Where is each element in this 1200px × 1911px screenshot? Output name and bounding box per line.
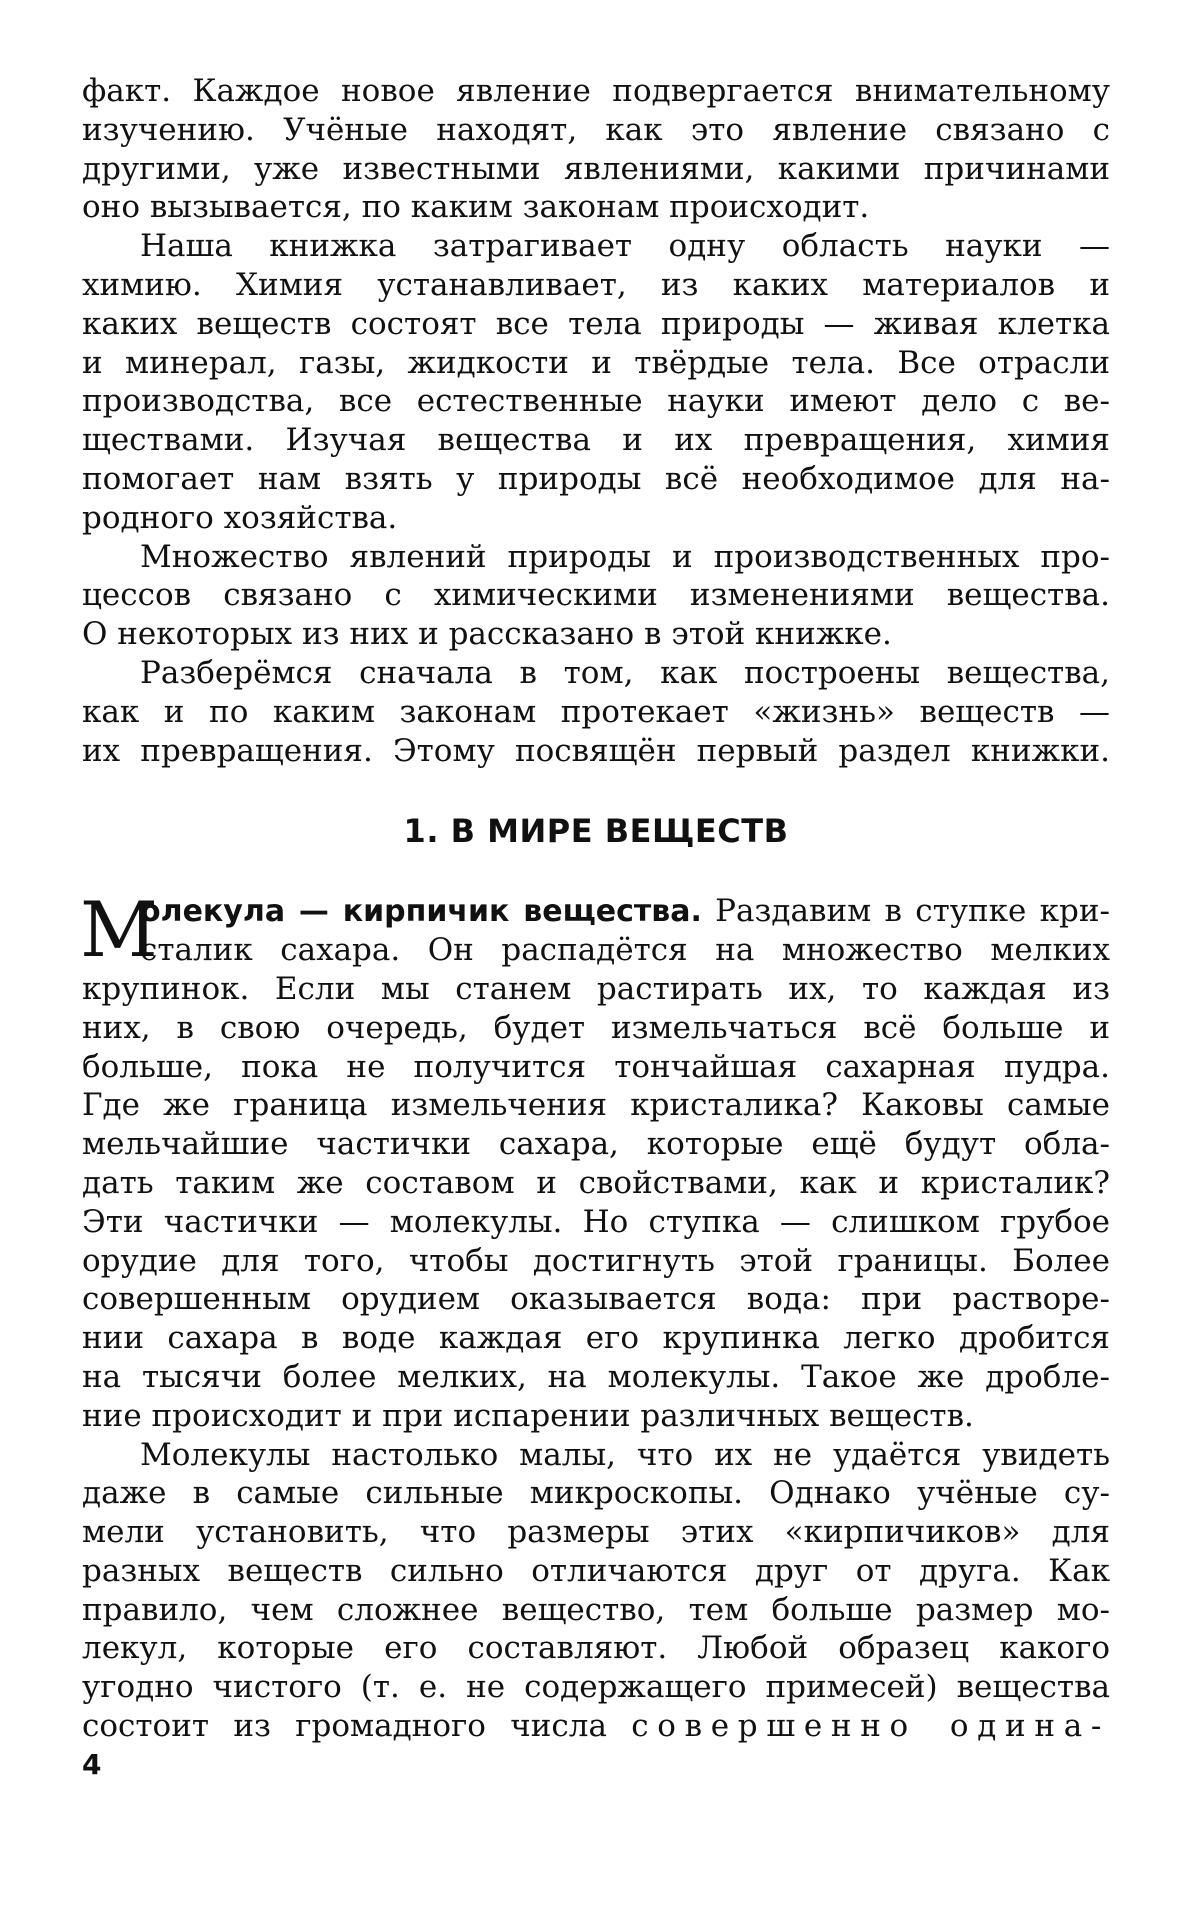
text-line: Молекулы настолько малы, что их не удаётся увидеть (140, 1436, 1110, 1473)
text-line: совершенным орудием оказывается вода: при растворе- (82, 1281, 1110, 1318)
text-line: производства, все естественные науки имеют дело с ве- (82, 383, 1110, 420)
text-line: больше, пока не получится тончайшая сахарная пудра. (82, 1048, 1110, 1085)
text-line: лекул, которые его составляют. Любой образец какого (82, 1630, 1110, 1667)
text-line (82, 892, 1110, 931)
text-line: на тысячи более мелких, на молекулы. Такое же дробле- (82, 1358, 1110, 1395)
text-line: мели установить, что размеры этих «кирпичиков» для (82, 1514, 1110, 1551)
drop-cap: М (80, 885, 158, 975)
text-line: изучению. Учёные находят, как это явление связано с (82, 111, 1110, 148)
text-line: помогает нам взять у природы всё необходимое для на- (82, 460, 1110, 497)
text-line: Разберёмся сначала в том, как построены вещества, (140, 654, 1110, 691)
text-line: ществами. Изучая вещества и их превращения, химия (82, 422, 1110, 459)
text-line: угодно чистого (т. е. не содержащего примесей) вещества (82, 1669, 1110, 1706)
text-line: мельчайшие частички сахара, которые ещё будут обла- (82, 1126, 1110, 1163)
text-line: сталик сахара. Он распадётся на множество мелких (140, 932, 1110, 969)
lead-text: Раздавим в ступке кри- (701, 893, 1110, 930)
text-line: химию. Химия устанавливает, из каких материалов и (82, 266, 1110, 303)
paragraph-phenomena (82, 538, 1110, 654)
section-paragraph-molecule (80, 885, 1110, 1435)
text-line: и минерал, газы, жидкости и твёрдые тела. Все отрасли (82, 344, 1110, 381)
paragraph-chemistry (82, 227, 1110, 537)
line-text: состоит из громадного числа (82, 1708, 632, 1745)
run-in-heading: олекула — кирпичик вещества. (140, 894, 702, 930)
text-line: Наша книжка затрагивает одну область науки — (140, 228, 1110, 265)
text-line: каких веществ состоят все тела природы — живая клетка (82, 305, 1110, 342)
text-line: орудие для того, чтобы достигнуть этой границы. Более (82, 1242, 1110, 1279)
text-line: разных веществ сильно отличаются друг от друга. Как (82, 1552, 1110, 1589)
intro-paragraph (82, 72, 1110, 227)
text-line: Эти частички — молекулы. Но ступка — слишком грубое (82, 1203, 1110, 1240)
spaced-emphasis: совершенно одина- (631, 1708, 1110, 1745)
text-line: цессов связано с химическими изменениями вещества. (82, 577, 1110, 614)
text-line: Множество явлений природы и производственных про- (140, 538, 1110, 575)
text-line: О некоторых из них и рассказано в этой книжке. (82, 616, 892, 653)
text-line: крупинок. Если мы станем растирать их, то каждая из (82, 970, 1110, 1007)
page-body (82, 72, 1110, 1746)
text-line: дать таким же составом и свойствами, как и кристалик? (82, 1164, 1110, 1201)
text-line: как и по каким законам протекает «жизнь» веществ — (82, 693, 1110, 730)
text-line: факт. Каждое новое явление подвергается внимательному (82, 73, 1110, 109)
text-line: нии сахара в воде каждая его крупинка легко дробится (82, 1320, 1110, 1357)
text-line: правило, чем сложнее вещество, тем больше размер мо- (82, 1591, 1110, 1628)
text-line: родного хозяйства. (82, 499, 398, 536)
section-heading: 1. В МИРЕ ВЕЩЕСТВ (403, 812, 789, 851)
text-line: Где же граница измельчения кристалика? Каковы самые (82, 1087, 1110, 1124)
paragraph-molecule-size (82, 1436, 1110, 1746)
text-line (82, 1707, 1110, 1746)
paragraph-structure (82, 654, 1110, 770)
text-line: ние происходит и при испарении различных веществ. (82, 1397, 974, 1434)
page-number: 4 (82, 1748, 102, 1781)
text-line: них, в свою очередь, будет измельчаться всё больше и (82, 1009, 1110, 1046)
text-line: их превращения. Этому посвящён первый раздел книжки. (82, 732, 1110, 769)
text-line: оно вызывается, по каким законам происходит. (82, 189, 870, 226)
text-line: даже в самые сильные микроскопы. Однако учёные су- (82, 1475, 1110, 1512)
text-line: другими, уже известными явлениями, какими причинами (82, 150, 1110, 187)
